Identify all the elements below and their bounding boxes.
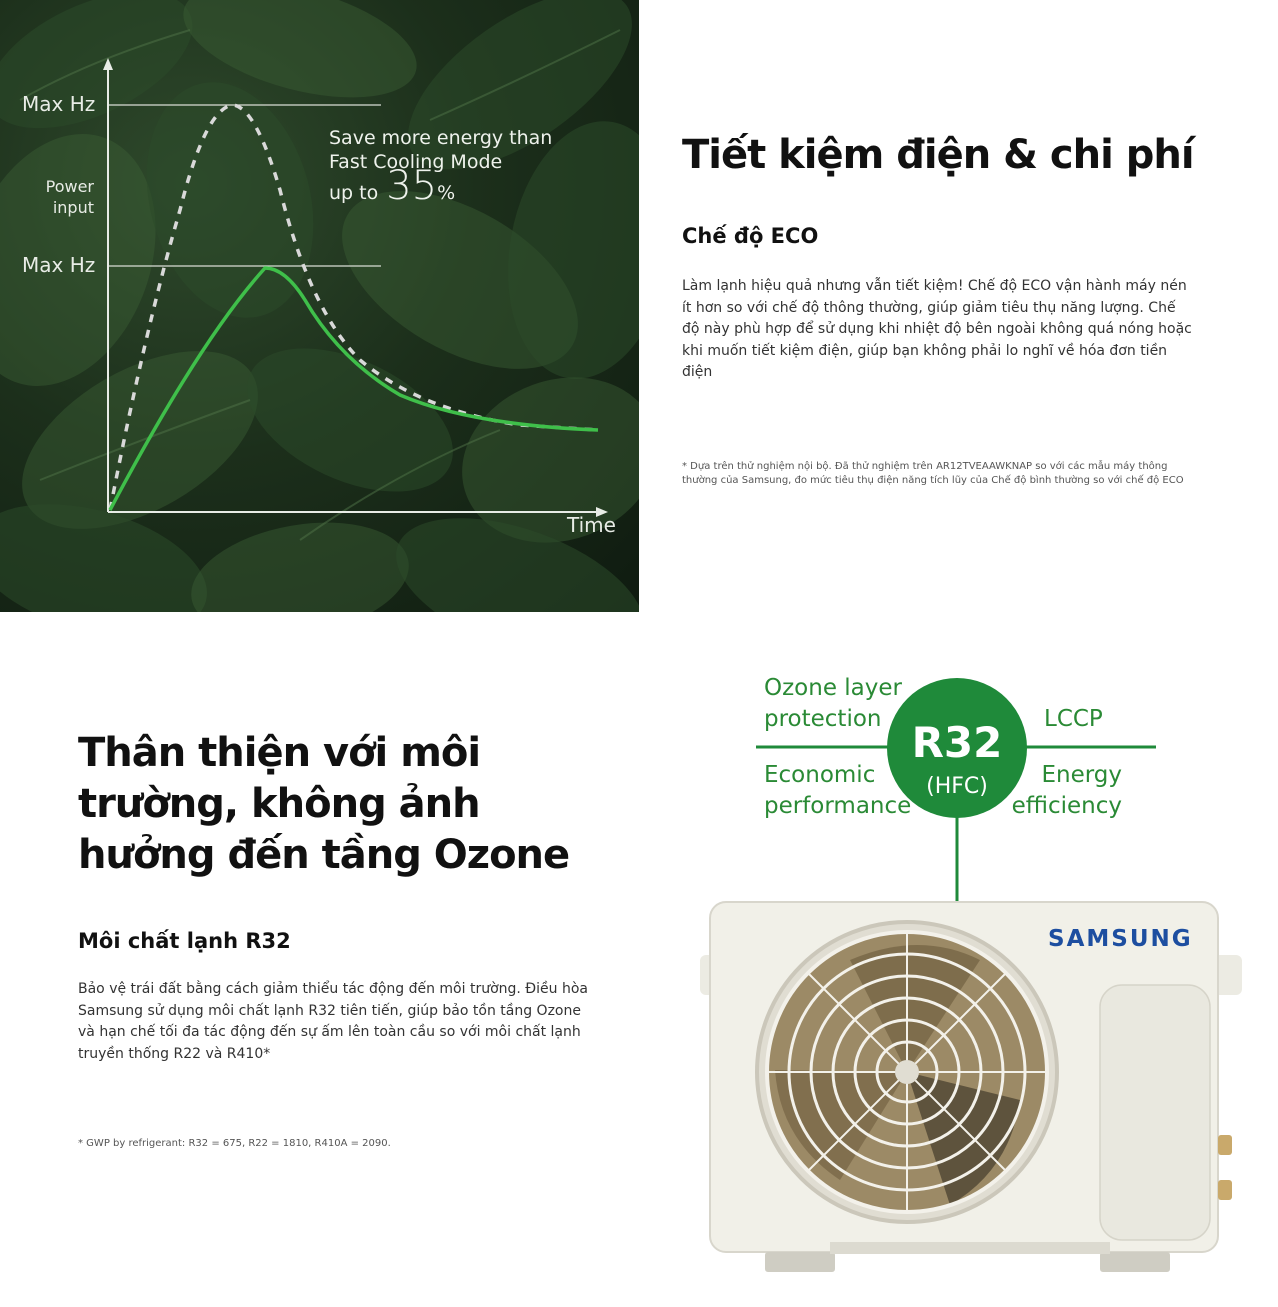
label-lccp: LCCP [1044, 706, 1103, 732]
x-axis-title: Time [567, 513, 616, 537]
r32-description: Bảo vệ trái đất bằng cách giảm thiểu tác động đến môi trường. Điều hòa Samsung sử dụng môi chất lạnh R32 tiên tiến, giúp bảo tồn tầng Ozone và hạn chế tối đa tác động đến sự ấm lên toàn cầu so với môi chất lạnh truyền thống R22 và R410* [78, 981, 589, 1062]
y-label-max-hz-mid: Max Hz [22, 253, 96, 277]
note-line-3 [329, 163, 552, 209]
eco-subtitle: Chế độ ECO [682, 224, 819, 248]
note-prefix: up to [329, 182, 379, 204]
energy-saving-note [329, 126, 553, 209]
r32-circle-subtitle: (HFC) [926, 774, 988, 799]
y-label-max-hz-top: Max Hz [22, 92, 96, 116]
eco-footnote: * Dựa trên thử nghiệm nội bộ. Đã thử nghiệm trên AR12TVEAAWKNAP so với các mẫu máy thông thường của Samsung, đo mức tiêu thụ điện năng tích lũy của Chế độ bình thường so với chế độ ECO [682, 460, 1184, 486]
r32-footnote: * GWP by refrigerant: R32 = 675, R22 = 1810, R410A = 2090. [78, 1138, 391, 1149]
note-value: 35 [386, 163, 438, 209]
r32-section [78, 728, 608, 1151]
chart-background-leaves [0, 0, 639, 612]
r32-circle-title: R32 [911, 718, 1003, 767]
label-energy-efficiency: Energy efficiency [1011, 762, 1122, 819]
note-line-2: Fast Cooling Mode [329, 151, 503, 173]
eco-section [682, 130, 1202, 488]
label-economic-performance: Economic performance [764, 762, 912, 819]
label-ozone-protection: Ozone layer protection [764, 675, 902, 732]
note-unit: % [437, 182, 456, 204]
r32-diagram [690, 660, 1278, 1307]
outdoor-unit [700, 902, 1242, 1272]
energy-chart-panel [0, 0, 639, 612]
eco-description: Làm lạnh hiệu quả nhưng vẫn tiết kiệm! Chế độ ECO vận hành máy nén ít hơn so với chế độ thông thường, giúp giảm tiêu thụ năng lượng. Chế độ này phù hợp để sử dụng khi nhiệt độ bên ngoài không quá nóng hoặc khi muốn tiết kiệm điện, giúp bạn không phải lo nghĩ về hóa đơn tiền điện [682, 278, 1192, 380]
r32-title: Thân thiện với môi trường, không ảnh hưởng đến tầng Ozone [78, 730, 570, 878]
r32-subtitle: Môi chất lạnh R32 [78, 929, 291, 953]
samsung-logo: SAMSUNG [1048, 926, 1193, 952]
y-axis-title: Power input [45, 177, 94, 217]
eco-title: Tiết kiệm điện & chi phí [682, 132, 1194, 178]
note-line-1: Save more energy than [329, 127, 553, 149]
